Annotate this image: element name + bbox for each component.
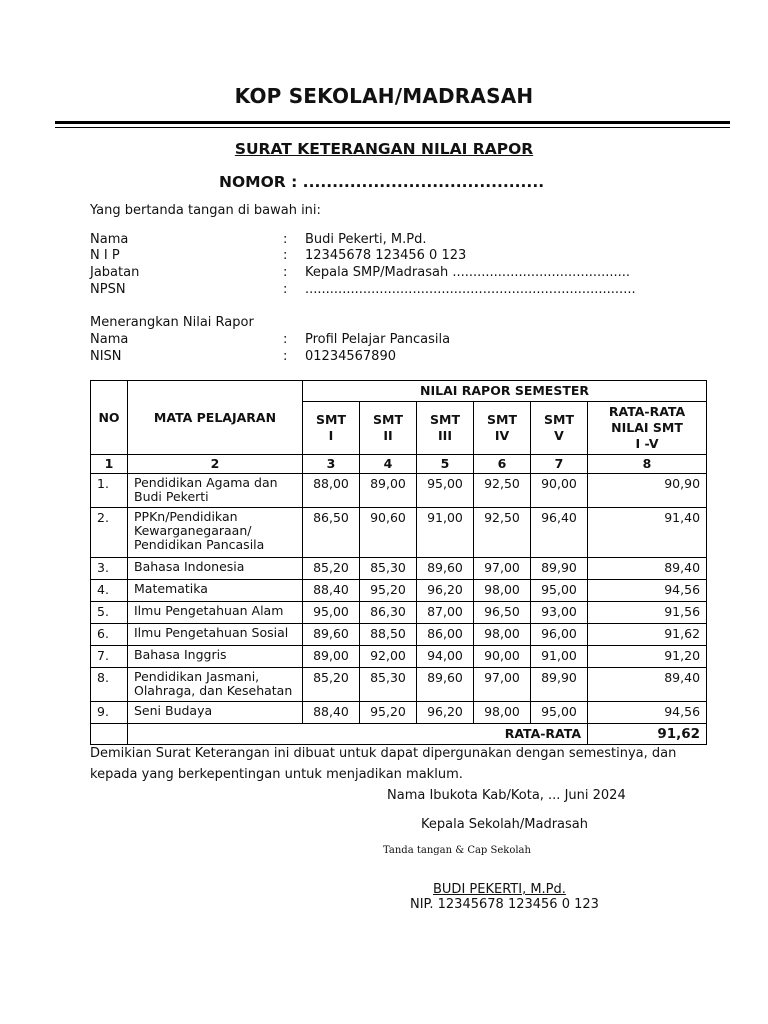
row-number: 9. bbox=[91, 702, 128, 724]
semester-score: 88,40 bbox=[303, 702, 360, 724]
semester-score: 95,00 bbox=[531, 702, 588, 724]
row-number: 3. bbox=[91, 558, 128, 580]
col-number: 4 bbox=[360, 455, 417, 474]
semester-score: 88,00 bbox=[303, 474, 360, 508]
row-number: 4. bbox=[91, 580, 128, 602]
semester-score: 95,20 bbox=[360, 580, 417, 602]
intro-text: Yang bertanda tangan di bawah ini: bbox=[90, 203, 321, 218]
semester-score: 92,50 bbox=[474, 508, 531, 558]
semester-score: 86,00 bbox=[417, 624, 474, 646]
subject-name: Matematika bbox=[128, 580, 303, 602]
average-score: 89,40 bbox=[588, 558, 707, 580]
signer-npsn-value: ................................................................................ bbox=[305, 282, 636, 297]
row-number: 8. bbox=[91, 668, 128, 702]
signer-nip-colon: : bbox=[283, 248, 288, 263]
subject-name: Pendidikan Jasmani, Olahraga, dan Kesehatan bbox=[128, 668, 303, 702]
col-number: 7 bbox=[531, 455, 588, 474]
signer-nip: NIP. 12345678 123456 0 123 bbox=[410, 897, 599, 912]
signer-npsn-label: NPSN bbox=[90, 282, 126, 297]
semester-score: 96,20 bbox=[417, 702, 474, 724]
student-nisn-value: 01234567890 bbox=[305, 349, 396, 364]
header-smt-1: SMT I bbox=[303, 402, 360, 455]
row-number: 6. bbox=[91, 624, 128, 646]
semester-score: 90,00 bbox=[531, 474, 588, 508]
col-number: 5 bbox=[417, 455, 474, 474]
average-score: 94,56 bbox=[588, 702, 707, 724]
row-number: 7. bbox=[91, 646, 128, 668]
col-number: 6 bbox=[474, 455, 531, 474]
semester-score: 89,00 bbox=[303, 646, 360, 668]
semester-score: 86,50 bbox=[303, 508, 360, 558]
statement-heading: Menerangkan Nilai Rapor bbox=[90, 315, 254, 330]
closing-paragraph: Demikian Surat Keterangan ini dibuat untuk dapat dipergunakan dengan semestinya, dan kepada yang berkepentingan untuk menjadikan maklum. bbox=[90, 746, 677, 782]
table-row bbox=[91, 580, 707, 602]
semester-score: 93,00 bbox=[531, 602, 588, 624]
subject-name: Ilmu Pengetahuan Sosial bbox=[128, 624, 303, 646]
average-score: 90,90 bbox=[588, 474, 707, 508]
signer-position-value: Kepala SMP/Madrasah ........................................... bbox=[305, 265, 631, 280]
student-name-colon: : bbox=[283, 332, 288, 347]
header-smt-5: SMT V bbox=[531, 402, 588, 455]
col-number: 8 bbox=[588, 455, 707, 474]
header-smt-2: SMT II bbox=[360, 402, 417, 455]
overall-average-label: RATA-RATA bbox=[128, 724, 588, 745]
semester-score: 85,30 bbox=[360, 558, 417, 580]
semester-score: 89,60 bbox=[417, 668, 474, 702]
semester-score: 89,00 bbox=[360, 474, 417, 508]
semester-score: 85,30 bbox=[360, 668, 417, 702]
semester-score: 88,40 bbox=[303, 580, 360, 602]
subject-name: Pendidikan Agama dan Budi Pekerti bbox=[128, 474, 303, 508]
footer-empty-cell bbox=[91, 724, 128, 745]
signer-nip-label: N I P bbox=[90, 248, 120, 263]
letterhead-title: KOP SEKOLAH/MADRASAH bbox=[234, 84, 534, 108]
table-row bbox=[91, 702, 707, 724]
semester-score: 97,00 bbox=[474, 668, 531, 702]
semester-score: 98,00 bbox=[474, 624, 531, 646]
header-smt-3: SMT III bbox=[417, 402, 474, 455]
signer-npsn-colon: : bbox=[283, 282, 288, 297]
semester-score: 85,20 bbox=[303, 668, 360, 702]
table-row bbox=[91, 668, 707, 702]
row-number: 1. bbox=[91, 474, 128, 508]
header-no: NO bbox=[91, 381, 128, 455]
semester-score: 98,00 bbox=[474, 580, 531, 602]
average-score: 91,56 bbox=[588, 602, 707, 624]
subject-name: Seni Budaya bbox=[128, 702, 303, 724]
letterhead-rule-thick bbox=[55, 121, 730, 124]
semester-score: 92,00 bbox=[360, 646, 417, 668]
signer-nip-value: 12345678 123456 0 123 bbox=[305, 248, 467, 263]
signer-name: BUDI PEKERTI, M.Pd. bbox=[433, 882, 566, 897]
semester-score: 90,60 bbox=[360, 508, 417, 558]
signer-position-label: Jabatan bbox=[90, 265, 140, 280]
average-score: 89,40 bbox=[588, 668, 707, 702]
student-nisn-label: NISN bbox=[90, 349, 122, 364]
signer-position-colon: : bbox=[283, 265, 288, 280]
header-smt-4: SMT IV bbox=[474, 402, 531, 455]
semester-score: 95,20 bbox=[360, 702, 417, 724]
signer-name-value: Budi Pekerti, M.Pd. bbox=[305, 232, 427, 247]
letterhead-rule-thin bbox=[55, 127, 730, 128]
semester-score: 87,00 bbox=[417, 602, 474, 624]
signer-name-colon: : bbox=[283, 232, 288, 247]
subject-name: Bahasa Inggris bbox=[128, 646, 303, 668]
table-row bbox=[91, 646, 707, 668]
table-footer-row bbox=[91, 724, 707, 745]
average-score: 94,56 bbox=[588, 580, 707, 602]
table-row bbox=[91, 508, 707, 558]
subject-name: PPKn/Pendidikan Kewarganegaraan/ Pendidikan Pancasila bbox=[128, 508, 303, 558]
place-date: Nama Ibukota Kab/Kota, ... Juni 2024 bbox=[387, 788, 626, 803]
semester-score: 92,50 bbox=[474, 474, 531, 508]
average-score: 91,40 bbox=[588, 508, 707, 558]
row-number: 5. bbox=[91, 602, 128, 624]
header-semester-group: NILAI RAPOR SEMESTER bbox=[303, 381, 707, 402]
semester-score: 95,00 bbox=[303, 602, 360, 624]
document-title: SURAT KETERANGAN NILAI RAPOR bbox=[234, 140, 534, 158]
signer-name-label: Nama bbox=[90, 232, 129, 247]
semester-score: 89,60 bbox=[303, 624, 360, 646]
semester-score: 96,40 bbox=[531, 508, 588, 558]
semester-score: 96,20 bbox=[417, 580, 474, 602]
col-number: 3 bbox=[303, 455, 360, 474]
semester-score: 90,00 bbox=[474, 646, 531, 668]
row-number: 2. bbox=[91, 508, 128, 558]
col-number: 2 bbox=[128, 455, 303, 474]
semester-score: 89,60 bbox=[417, 558, 474, 580]
semester-score: 98,00 bbox=[474, 702, 531, 724]
average-score: 91,20 bbox=[588, 646, 707, 668]
semester-score: 86,30 bbox=[360, 602, 417, 624]
semester-score: 95,00 bbox=[417, 474, 474, 508]
grades-table bbox=[90, 380, 707, 745]
semester-score: 94,00 bbox=[417, 646, 474, 668]
semester-score: 97,00 bbox=[474, 558, 531, 580]
signature-stamp-note: Tanda tangan & Cap Sekolah bbox=[383, 845, 531, 856]
semester-score: 95,00 bbox=[531, 580, 588, 602]
subject-name: Bahasa Indonesia bbox=[128, 558, 303, 580]
student-nisn-colon: : bbox=[283, 349, 288, 364]
signer-position: Kepala Sekolah/Madrasah bbox=[421, 817, 588, 832]
semester-score: 96,50 bbox=[474, 602, 531, 624]
semester-score: 85,20 bbox=[303, 558, 360, 580]
semester-score: 89,90 bbox=[531, 558, 588, 580]
subject-name: Ilmu Pengetahuan Alam bbox=[128, 602, 303, 624]
header-subject: MATA PELAJARAN bbox=[128, 381, 303, 455]
student-name-value: Profil Pelajar Pancasila bbox=[305, 332, 451, 347]
table-row bbox=[91, 602, 707, 624]
document-number: NOMOR : ......................................... bbox=[219, 173, 545, 191]
overall-average-value: 91,62 bbox=[588, 724, 707, 745]
table-row bbox=[91, 474, 707, 508]
col-number: 1 bbox=[91, 455, 128, 474]
student-name-label: Nama bbox=[90, 332, 129, 347]
semester-score: 89,90 bbox=[531, 668, 588, 702]
table-row bbox=[91, 624, 707, 646]
semester-score: 91,00 bbox=[417, 508, 474, 558]
semester-score: 96,00 bbox=[531, 624, 588, 646]
semester-score: 91,00 bbox=[531, 646, 588, 668]
semester-score: 88,50 bbox=[360, 624, 417, 646]
header-average: RATA-RATA NILAI SMT I -V bbox=[588, 402, 707, 455]
table-row bbox=[91, 558, 707, 580]
average-score: 91,62 bbox=[588, 624, 707, 646]
